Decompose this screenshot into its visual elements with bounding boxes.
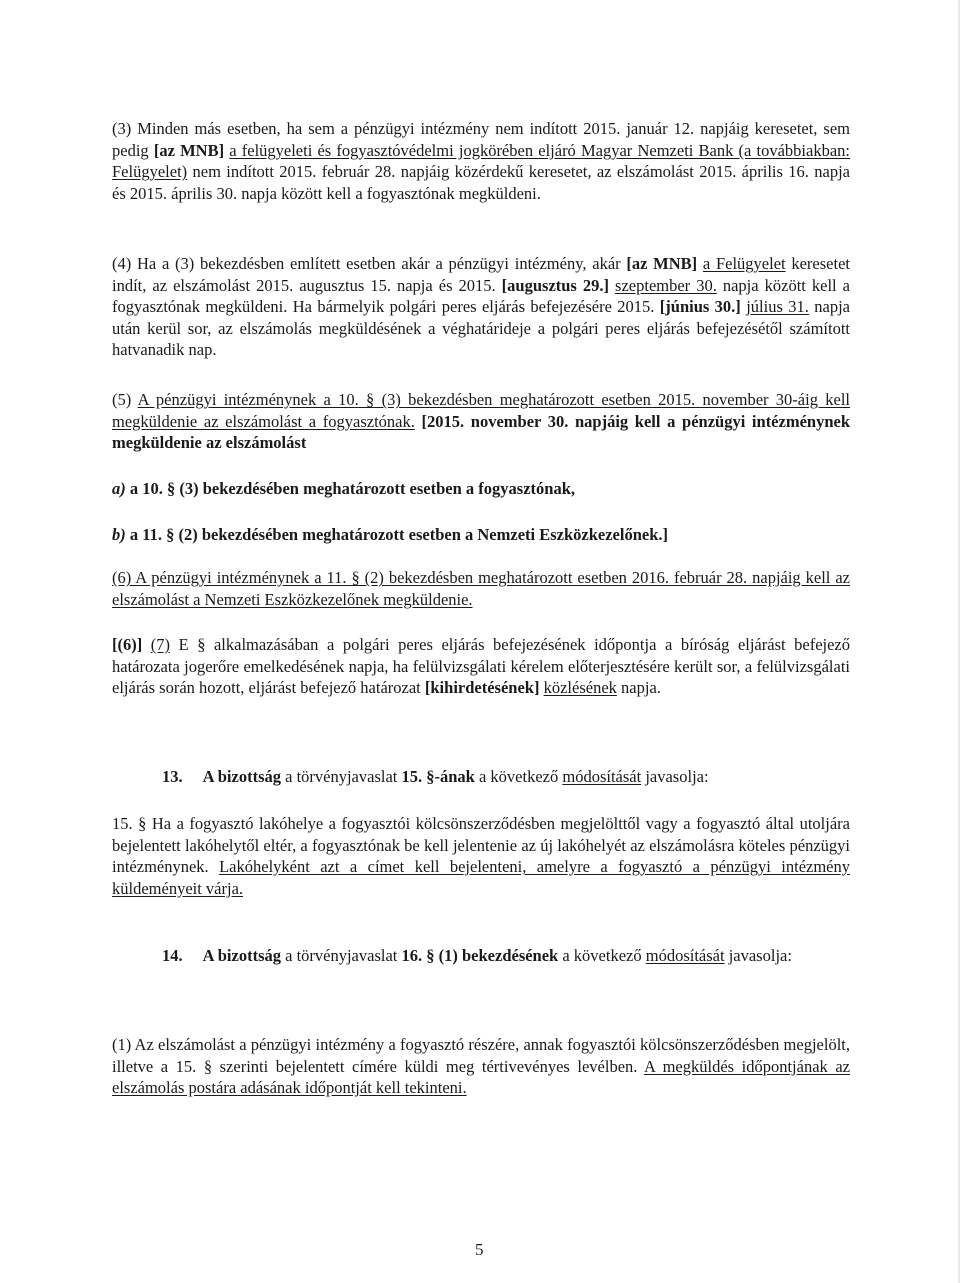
paragraph-3: (3) Minden más esetben, ha sem a pénzügyi intézmény nem indított 2015. január 12. napjáig keresetet, sem pedig [az MNB] a felügyeleti és fogyasztóvédelmi jogkörében eljáró Magyar Nemzeti Bank (a továbbiakban: Felügyelet) nem indított 2015. február 28. napjáig közérdekű keresetet, az elszámolást 2015. április 16. napja és 2015. április 30. napja között kell a fogyasztónak megküldeni. — [112, 119, 850, 203]
point-a: a) a 10. § (3) bekezdésében meghatározott esetben a fogyasztónak, — [112, 479, 576, 498]
inserted-text: szeptember 30. — [615, 275, 717, 295]
paragraph-6 — [112, 567, 850, 610]
deleted-text: [kihirdetésének] — [424, 678, 540, 697]
inserted-text: (6) A pénzügyi intézménynek a 11. § (2) bekezdésben meghatározott esetben 2016. február 28. napjáig kell az elszámolást a Nemzeti Eszközkezelőnek megküldenie. — [112, 568, 850, 609]
inserted-text: (7) — [150, 635, 171, 654]
paragraph-1: (1) Az elszámolást a pénzügyi intézmény a fogyasztó részére, annak fogyasztói kölcsönszerződésben megjelölt, illetve a 15. § szerinti bejelentett címére küldi meg tértivevényes levélben. A megküldés időpontjának az elszámolás postára adásának időpontját kell tekinteni. — [112, 1035, 850, 1097]
amendment-14-heading: 14. A bizottság a törvényjavaslat 16. § (1) bekezdésének a következő módosítását javasolja: — [162, 946, 792, 965]
inserted-text: közlésének — [543, 678, 617, 697]
inserted-text: július 31. — [746, 297, 809, 316]
paragraph-5: (5) A pénzügyi intézménynek a 10. § (3) bekezdésben meghatározott esetben 2015. november 30-áig kell megküldenie az elszámolást a fogyasztónak. [2015. november 30. napjáig kell a pénzügyi intézménynek megküldenie az elszámolást — [112, 390, 851, 452]
deleted-text: [az MNB] — [626, 254, 698, 273]
inserted-text: a felügyeleti és fogyasztóvédelmi jogkörében eljáró Magyar Nemzeti Bank (a továbbiakban: Felügyelet) — [112, 140, 850, 181]
deleted-text: [az MNB] — [153, 140, 225, 160]
paragraph-15: 15. § Ha a fogyasztó lakóhelye a fogyasztói kölcsönszerződésben megjelölttől vagy a fogyasztó által utoljára bejelentett lakóhelytől eltér, a fogyasztónak be kell jelentenie az új lakóhelyét az elszámolásra köteles pénzügyi intézménynek. Lakóhelyként azt a címet kell bejelenteni, amelyre a fogyasztó a pénzügyi intézmény küldeményeit várja. — [112, 814, 850, 898]
inserted-text: Lakóhelyként azt a címet kell bejelenteni, amelyre a fogyasztó a pénzügyi intézmény küldeményeit várja. — [112, 857, 850, 898]
inserted-text: a Felügyelet — [702, 254, 786, 273]
paragraph-7: [(6)] (7) E § alkalmazásában a polgári peres eljárás befejezésének időpontja a bíróság eljárást befejező határozata jogerőre emelkedésének napja, ha felülvizsgálati kérelem előterjesztésére került sor, a felülvizsgálati eljárás során hozott, eljárást befejező határozat [kihirdetésének] közlésének napja. — [112, 635, 850, 697]
deleted-text: [(6)] — [112, 635, 143, 654]
amendment-13-heading: 13. A bizottság a törvényjavaslat 15. §-ának a következő módosítását javasolja: — [162, 767, 709, 786]
page-number: 5 — [475, 1240, 484, 1259]
inserted-text: A pénzügyi intézménynek a 10. § (3) bekezdésben meghatározott esetben 2015. november 30-áig kell megküldenie az elszámolást a fogyasztónak. — [112, 390, 850, 431]
point-b: b) a 11. § (2) bekezdésében meghatározott esetben a Nemzeti Eszközkezelőnek.] — [112, 525, 669, 544]
inserted-text: A megküldés időpontjának az elszámolás postára adásának időpontját kell tekinteni. — [112, 1056, 850, 1097]
paragraph-4: (4) Ha a (3) bekezdésben említett esetben akár a pénzügyi intézmény, akár [az MNB] a Felügyelet keresetet indít, az elszámolást 2015. augusztus 15. napja és 2015. [augusztus 29.] szeptember 30. napja között kell a fogyasztónak megküldeni. Ha bármelyik polgári peres eljárás befejezésére 2015. [június 30.] július 31. napja után kerül sor, az elszámolás megküldésének a véghatárideje a polgári peres eljárás befejezésétől számított hatvanadik nap. — [112, 254, 851, 359]
deleted-text: [2015. november 30. napjáig kell a pénzügyi intézménynek megküldenie az elszámolást — [112, 411, 851, 452]
deleted-text: [augusztus 29.] — [501, 275, 610, 295]
deleted-text: [június 30.] — [659, 297, 741, 316]
